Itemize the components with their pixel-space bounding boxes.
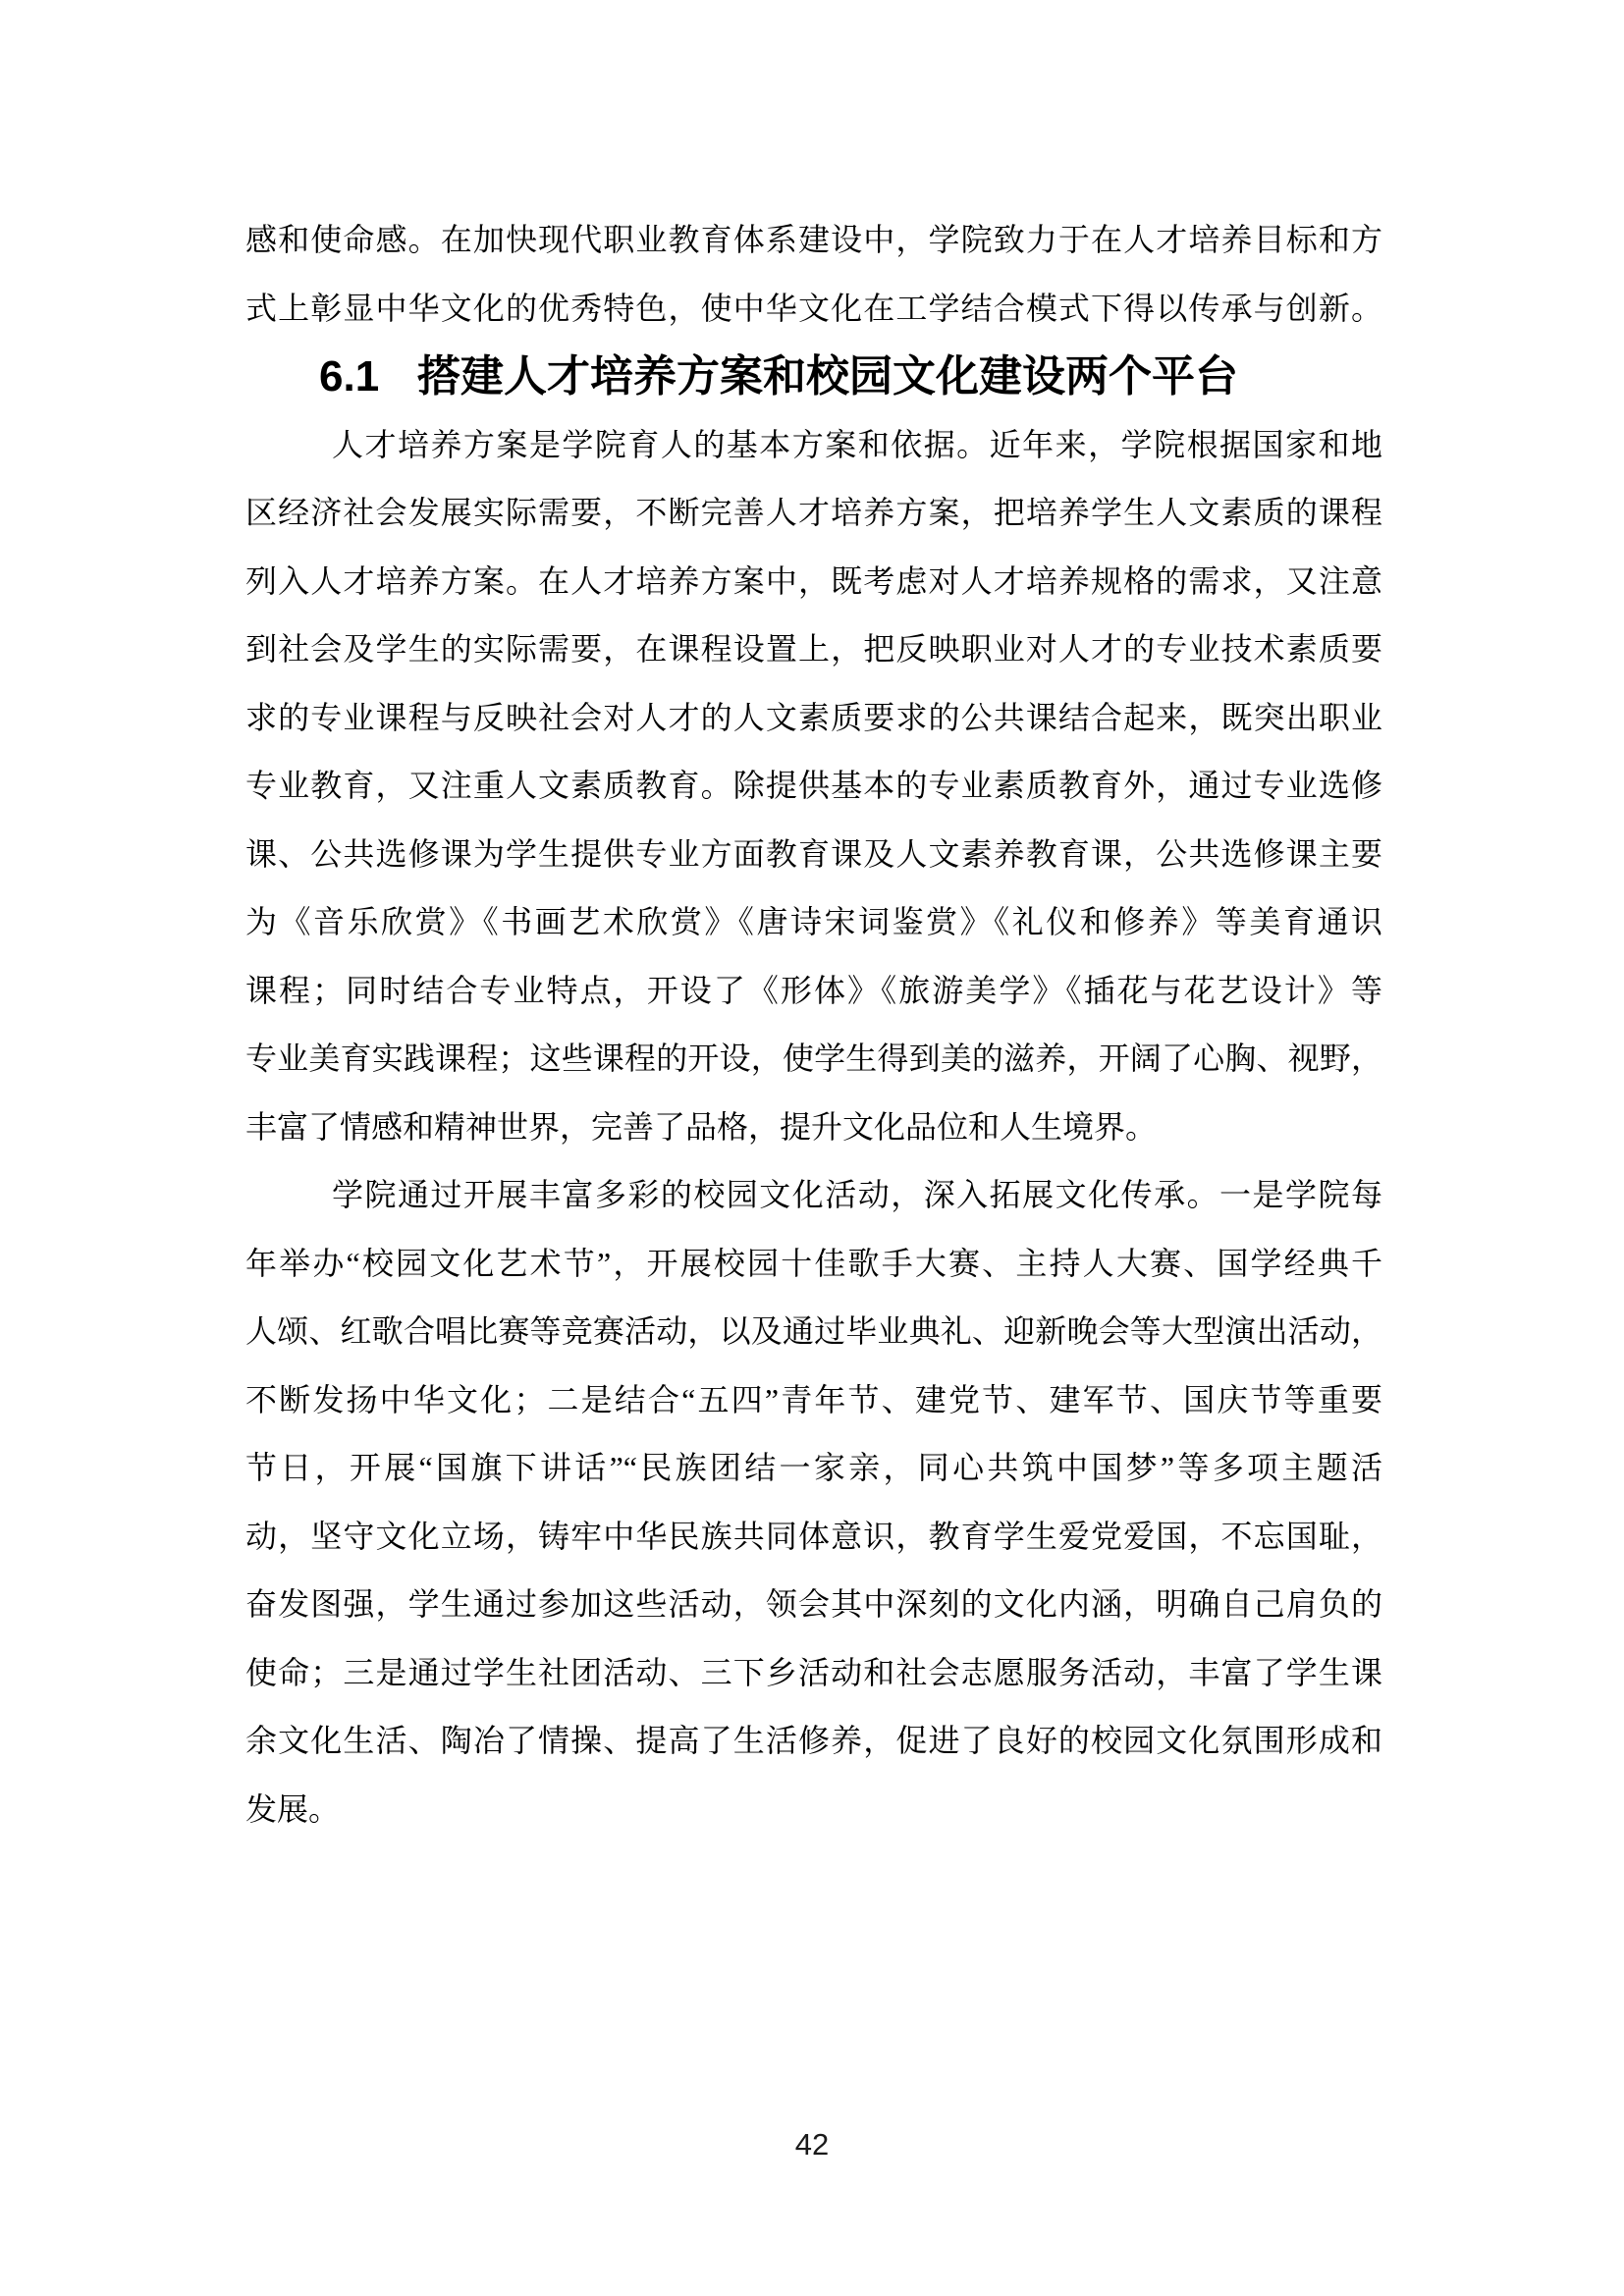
text-line: 节日，开展“国旗下讲话”“民族团结一家亲，同心共筑中国梦”等多项主题活: [245, 1450, 1382, 1485]
text-line: 学院通过开展丰富多彩的校园文化活动，深入拓展文化传承。一是学院每: [332, 1177, 1382, 1212]
text-line: 奋发图强，学生通过参加这些活动，领会其中深刻的文化内涵，明确自己肩负的: [245, 1586, 1382, 1622]
text-line: 人颂、红歌合唱比赛等竞赛活动，以及通过毕业典礼、迎新晚会等大型演出活动，: [245, 1313, 1382, 1349]
text-line: 课程；同时结合专业特点，开设了《形体》《旅游美学》《插花与花艺设计》等: [245, 972, 1382, 1008]
section-number: 6.1: [319, 352, 380, 400]
text-line: 求的专业课程与反映社会对人才的人文素质要求的公共课结合起来，既突出职业: [245, 699, 1382, 735]
text-line: 动，坚守文化立场，铸牢中华民族共同体意识，教育学生爱党爱国，不忘国耻，: [245, 1518, 1382, 1554]
section-heading: [245, 343, 1382, 411]
page-number: 42: [794, 2127, 830, 2162]
text-line: 列入人才培养方案。在人才培养方案中，既考虑对人才培养规格的需求，又注意: [245, 562, 1382, 599]
text-line: 专业教育，又注重人文素质教育。除提供基本的专业素质教育外，通过专业选修: [245, 768, 1382, 803]
text-line: 式上彰显中华文化的优秀特色，使中华文化在工学结合模式下得以传承与创新。: [245, 290, 1382, 326]
text-line: 不断发扬中华文化；二是结合“五四”青年节、建党节、建军节、国庆节等重要: [245, 1381, 1382, 1417]
paragraph-1: [245, 411, 1382, 1162]
text-line: 丰富了情感和精神世界，完善了品格，提升文化品位和人生境界。: [245, 1108, 1158, 1145]
text-line: 区经济社会发展实际需要，不断完善人才培养方案，把培养学生人文素质的课程: [245, 495, 1382, 530]
text-line: 为《音乐欣赏》《书画艺术欣赏》《唐诗宋词鉴赏》《礼仪和修养》等美育通识: [245, 904, 1382, 939]
text-line: 使命；三是通过学生社团活动、三下乡活动和社会志愿服务活动，丰富了学生课: [245, 1654, 1382, 1690]
text-line: 感和使命感。在加快现代职业教育体系建设中，学院致力于在人才培养目标和方: [245, 222, 1382, 257]
text-line: 年举办“校园文化艺术节”，开展校园十佳歌手大赛、主持人大赛、国学经典千: [245, 1245, 1382, 1281]
text-line: 课、公共选修课为学生提供专业方面教育课及人文素养教育课，公共选修课主要: [245, 835, 1382, 872]
text-block: [245, 206, 1382, 1843]
intro-paragraph: [245, 206, 1382, 343]
text-line: 发展。: [245, 1790, 341, 1827]
text-line: 余文化生活、陶冶了情操、提高了生活修养，促进了良好的校园文化氛围形成和: [245, 1723, 1382, 1758]
text-line: 人才培养方案是学院育人的基本方案和依据。近年来，学院根据国家和地: [332, 426, 1382, 462]
paragraph-2: [245, 1161, 1382, 1843]
section-title: 搭建人才培养方案和校园文化建设两个平台: [417, 352, 1238, 400]
text-line: 专业美育实践课程；这些课程的开设，使学生得到美的滋养，开阔了心胸、视野，: [245, 1041, 1382, 1076]
text-line: 到社会及学生的实际需要，在课程设置上，把反映职业对人才的专业技术素质要: [245, 631, 1382, 667]
